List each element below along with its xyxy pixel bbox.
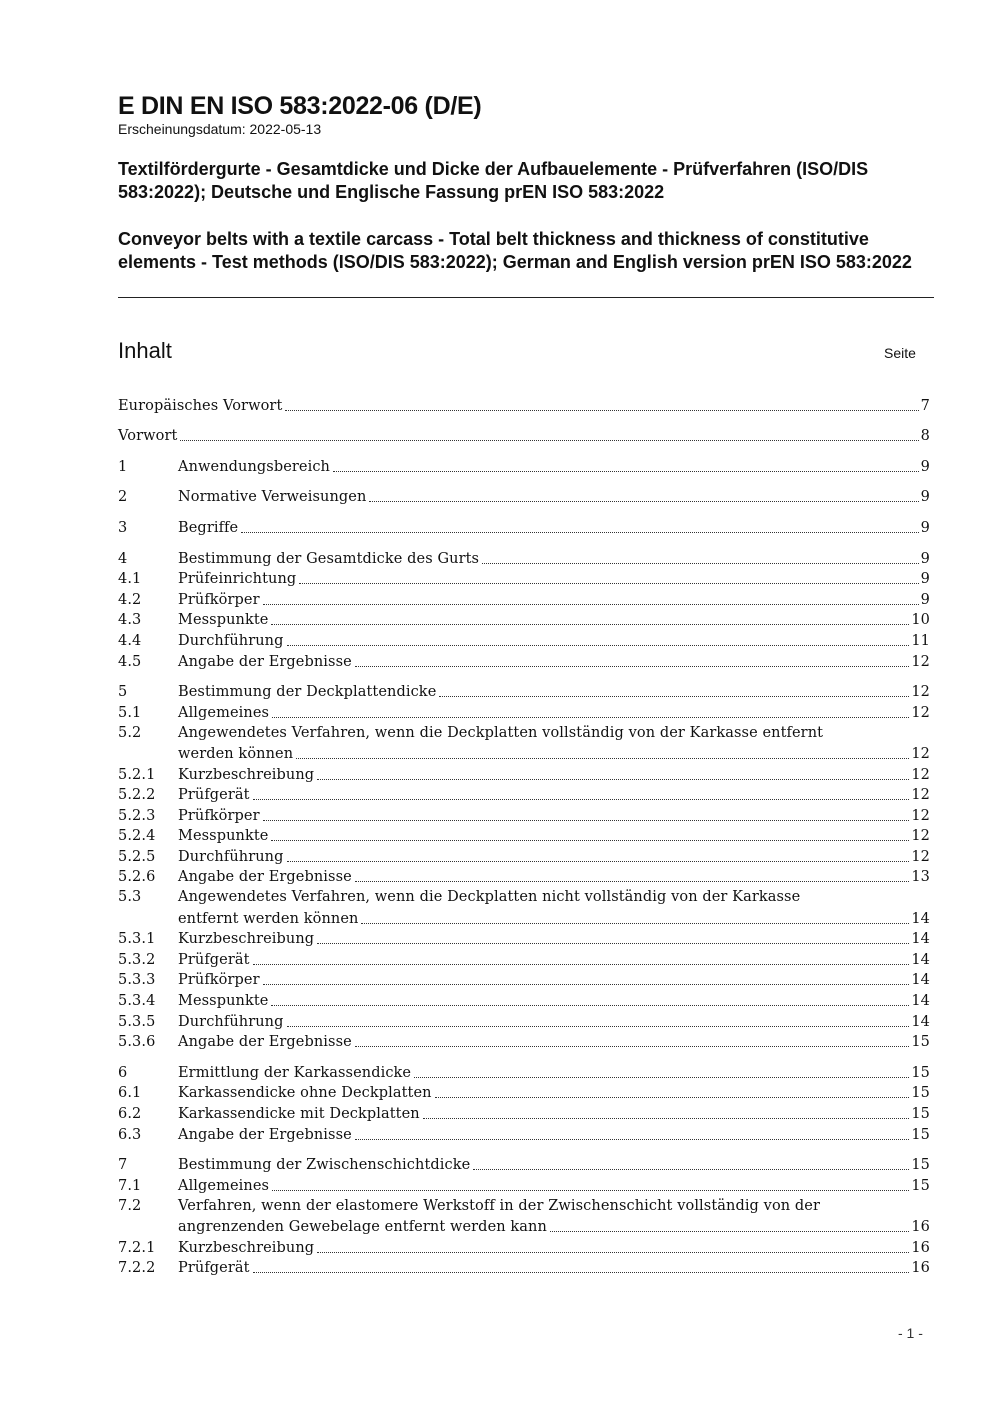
- toc-entry[interactable]: [118, 805, 930, 826]
- toc-entry-number: 5.2.1: [118, 766, 156, 783]
- toc-entry-title: Messpunkte: [178, 993, 269, 1010]
- toc-entry-title: Angabe der Ergebnisse: [178, 653, 352, 670]
- toc-entry-page: 12: [911, 848, 930, 865]
- toc-entry[interactable]: [118, 1062, 930, 1083]
- dot-leader: [355, 881, 910, 882]
- toc-entry-continuation: [178, 1216, 930, 1237]
- toc-entry-title: Prüfkörper: [178, 807, 260, 824]
- toc-entry-page: 15: [911, 1085, 930, 1102]
- toc-entry[interactable]: [118, 682, 930, 703]
- toc-entry-title: Prüfkörper: [178, 972, 260, 989]
- toc-entry-number: 7.2.1: [118, 1239, 156, 1256]
- toc-entry-title: Angewendetes Verfahren, wenn die Deckplatten vollständig von der Karkasse entfernt: [178, 724, 824, 741]
- toc-entry-body: [178, 1012, 930, 1032]
- toc-entry-page: 14: [911, 910, 930, 927]
- dot-leader: [271, 1005, 909, 1006]
- dot-leader: [285, 410, 918, 411]
- toc-entry-body: [178, 785, 930, 805]
- toc-heading: Inhalt: [118, 338, 172, 363]
- toc-entry-page: 11: [911, 632, 930, 649]
- dot-leader: [317, 943, 909, 944]
- toc-entry-number: 3: [118, 519, 128, 536]
- toc-entry-title: Bestimmung der Zwischenschichtdicke: [178, 1157, 471, 1174]
- toc-entry[interactable]: [118, 1175, 930, 1196]
- toc-entry-page: 15: [911, 1064, 930, 1081]
- toc-entry[interactable]: [118, 990, 930, 1011]
- table-of-contents: [118, 395, 930, 1278]
- dot-leader: [317, 1252, 909, 1253]
- toc-entry-number: 5.3.2: [118, 951, 156, 968]
- toc-entry-body: [178, 929, 930, 949]
- toc-entry-page: 10: [911, 612, 930, 629]
- toc-entry-page: 9: [920, 571, 930, 588]
- toc-entry[interactable]: [118, 1083, 930, 1104]
- toc-entry-body: [178, 1032, 930, 1052]
- toc-entry[interactable]: [118, 887, 930, 928]
- toc-entry-page: 9: [920, 458, 930, 475]
- toc-entry-body: [178, 887, 930, 928]
- toc-entry-page: 9: [920, 591, 930, 608]
- toc-entry-number: 5.1: [118, 704, 142, 721]
- dot-leader: [296, 758, 909, 759]
- toc-entry-title: Angewendetes Verfahren, wenn die Deckplatten nicht vollständig von der Karkasse: [178, 889, 801, 906]
- toc-entry-body: [178, 518, 930, 538]
- toc-entry[interactable]: [118, 426, 930, 447]
- toc-entry[interactable]: [118, 1237, 930, 1258]
- toc-entry-page: 14: [911, 993, 930, 1010]
- toc-entry[interactable]: [118, 949, 930, 970]
- toc-entry-continuation: [178, 743, 930, 764]
- toc-entry-number: 5.3.1: [118, 931, 156, 948]
- toc-entry[interactable]: [118, 929, 930, 950]
- toc-entry[interactable]: [118, 764, 930, 785]
- toc-entry-body: [178, 1104, 930, 1124]
- toc-entry-body: [118, 396, 930, 416]
- toc-entry[interactable]: [118, 630, 930, 651]
- toc-entry-page: 12: [911, 787, 930, 804]
- toc-entry-body: [178, 1155, 930, 1175]
- dot-leader: [287, 645, 910, 646]
- document-id: E DIN EN ISO 583:2022-06 (D/E): [118, 92, 482, 120]
- toc-entry-number: 4.3: [118, 612, 142, 629]
- toc-entry[interactable]: [118, 1032, 930, 1053]
- toc-entry-body: [178, 970, 930, 990]
- toc-entry-title: Angabe der Ergebnisse: [178, 869, 352, 886]
- toc-entry-title: Normative Verweisungen: [178, 489, 367, 506]
- toc-entry-number: 5.2: [118, 724, 142, 741]
- toc-entry[interactable]: [118, 569, 930, 590]
- toc-entry[interactable]: [118, 395, 930, 416]
- toc-entry-number: 5.3.5: [118, 1013, 156, 1030]
- toc-entry-number: 5.2.3: [118, 807, 156, 824]
- toc-entry-title-continued: entfernt werden können: [178, 910, 359, 927]
- toc-entry-title: Verfahren, wenn der elastomere Werkstoff in der Zwischenschicht vollständig von der: [178, 1197, 821, 1214]
- toc-entry-number: 6.1: [118, 1085, 142, 1102]
- toc-entry-body: [178, 991, 930, 1011]
- dot-leader: [263, 820, 910, 821]
- toc-entry-body: [178, 703, 930, 723]
- toc-entry-number: 2: [118, 489, 128, 506]
- toc-entry-page: 12: [911, 807, 930, 824]
- toc-entry-number: 4.5: [118, 653, 142, 670]
- toc-entry[interactable]: [118, 846, 930, 867]
- toc-entry-page: 15: [911, 1126, 930, 1143]
- toc-entry-body: [178, 631, 930, 651]
- title-german: Textilfördergurte - Gesamtdicke und Dicke der Aufbauelemente - Prüfverfahren (ISO/DIS 583:2022); Deutsche und Englische Fassung prEN ISO 583:2022: [118, 159, 869, 202]
- toc-entry-page: 12: [911, 653, 930, 670]
- toc-entry-body: [178, 765, 930, 785]
- toc-entry-body: [118, 426, 930, 446]
- toc-entry[interactable]: [118, 589, 930, 610]
- toc-entry-body: [178, 1063, 930, 1083]
- toc-entry-title: Angabe der Ergebnisse: [178, 1034, 352, 1051]
- dot-leader: [272, 717, 909, 718]
- dot-leader: [355, 666, 910, 667]
- toc-entry[interactable]: [118, 785, 930, 806]
- toc-entry-page: 14: [911, 1013, 930, 1030]
- dot-leader: [473, 1169, 909, 1170]
- toc-entry-title: Prüfkörper: [178, 591, 260, 608]
- toc-entry-body: [178, 826, 930, 846]
- dot-leader: [253, 964, 910, 965]
- dot-leader: [271, 624, 909, 625]
- toc-entry-number: 7: [118, 1157, 128, 1174]
- toc-entry-number: 4.1: [118, 571, 142, 588]
- toc-entry[interactable]: [118, 610, 930, 631]
- toc-entry[interactable]: [118, 1011, 930, 1032]
- dot-leader: [253, 799, 910, 800]
- toc-entry-page: 13: [911, 869, 930, 886]
- title-english: Conveyor belts with a textile carcass - Total belt thickness and thickness of constitutive elements - Test methods (ISO/DIS 583:2022); German and English version prEN ISO 583:2022: [118, 229, 912, 272]
- toc-entry[interactable]: [118, 826, 930, 847]
- toc-entry-title: Prüfeinrichtung: [178, 571, 297, 588]
- toc-entry-body: [178, 723, 930, 764]
- toc-entry-page: 16: [911, 1218, 930, 1235]
- dot-leader: [550, 1231, 909, 1232]
- dot-leader: [287, 861, 910, 862]
- toc-entry[interactable]: [118, 548, 930, 569]
- toc-entry-number: 4.2: [118, 591, 142, 608]
- toc-entry-title: Durchführung: [178, 632, 284, 649]
- toc-entry-body: [178, 1083, 930, 1103]
- dot-leader: [299, 583, 918, 584]
- toc-entry-title: Prüfgerät: [178, 787, 250, 804]
- toc-entry-body: [178, 590, 930, 610]
- toc-entry-number: 5.2.6: [118, 869, 156, 886]
- toc-entry-number: 5.2.5: [118, 848, 156, 865]
- toc-entry-number: 5.3.4: [118, 993, 156, 1010]
- title-divider: [118, 297, 934, 298]
- dot-leader: [333, 471, 919, 472]
- toc-entry-title-continued: werden können: [178, 745, 294, 762]
- toc-entry-page: 15: [911, 1106, 930, 1122]
- toc-entry-page: 12: [911, 704, 930, 721]
- toc-entry-page: 12: [911, 684, 930, 701]
- publication-date: Erscheinungsdatum: 2022-05-13: [118, 121, 322, 137]
- toc-entry-title: Prüfgerät: [178, 951, 250, 968]
- dot-leader: [253, 1272, 910, 1273]
- toc-entry[interactable]: [118, 1196, 930, 1237]
- dot-leader: [355, 1046, 910, 1047]
- toc-entry-page: 15: [911, 1034, 930, 1051]
- toc-entry-page: 12: [911, 828, 930, 845]
- toc-entry-page: 16: [911, 1239, 930, 1256]
- toc-entry-body: [178, 682, 930, 702]
- toc-entry[interactable]: [118, 487, 930, 508]
- toc-entry-page: 16: [911, 1260, 930, 1277]
- toc-entry-title: Kurzbeschreibung: [178, 766, 315, 783]
- dot-leader: [263, 984, 910, 985]
- toc-entry[interactable]: [118, 1258, 930, 1279]
- toc-entry-title: Europäisches Vorwort: [118, 397, 283, 414]
- dot-leader: [272, 1190, 909, 1191]
- toc-entry[interactable]: [118, 456, 930, 477]
- toc-entry-title: Bestimmung der Gesamtdicke des Gurts: [178, 550, 480, 567]
- toc-entry-number: 5.3.6: [118, 1034, 156, 1051]
- toc-entry-title: Angabe der Ergebnisse: [178, 1126, 352, 1143]
- toc-entry-continuation: [178, 908, 930, 929]
- toc-entry-body: [178, 569, 930, 589]
- toc-entry-title: Durchführung: [178, 1013, 284, 1030]
- dot-leader: [435, 1097, 910, 1098]
- toc-entry-title: Kurzbeschreibung: [178, 1239, 315, 1256]
- toc-entry-number: 5.3: [118, 889, 142, 906]
- toc-entry-title: Prüfgerät: [178, 1260, 250, 1277]
- toc-entry-title: Ermittlung der Karkassendicke: [178, 1064, 412, 1081]
- toc-entry-body: [178, 1176, 930, 1196]
- toc-entry[interactable]: [118, 867, 930, 888]
- dot-leader: [482, 563, 919, 564]
- toc-entry-body: [178, 1125, 930, 1145]
- toc-entry[interactable]: [118, 1103, 930, 1124]
- toc-entry-title: Bestimmung der Deckplattendicke: [178, 684, 437, 701]
- toc-entry-title: Kurzbeschreibung: [178, 931, 315, 948]
- toc-entry-number: 6: [118, 1064, 128, 1081]
- toc-entry-body: [178, 549, 930, 569]
- toc-entry[interactable]: [118, 723, 930, 764]
- dot-leader: [271, 840, 909, 841]
- toc-entry-page: 9: [920, 519, 930, 536]
- toc-entry-number: 7.2.2: [118, 1260, 156, 1277]
- toc-entry-title: Begriffe: [178, 519, 239, 536]
- toc-entry-title: Vorwort: [118, 428, 178, 445]
- toc-entry-page: 14: [911, 951, 930, 968]
- toc-entry-number: 4: [118, 550, 128, 567]
- toc-entry-body: [178, 652, 930, 672]
- toc-entry-body: [178, 806, 930, 826]
- toc-entry-number: 7.2: [118, 1197, 142, 1214]
- toc-entry-number: 1: [118, 458, 128, 475]
- toc-entry-body: [178, 610, 930, 630]
- toc-entry-title: Karkassendicke ohne Deckplatten: [178, 1085, 432, 1102]
- toc-entry-page: 15: [911, 1157, 930, 1174]
- toc-entry-page: 12: [911, 745, 930, 762]
- dot-leader: [287, 1026, 910, 1027]
- toc-entry-body: [178, 1258, 930, 1278]
- toc-entry-body: [178, 487, 930, 507]
- toc-entry[interactable]: [118, 702, 930, 723]
- toc-entry-title: Karkassendicke mit Deckplatten: [178, 1106, 420, 1122]
- toc-entry-number: 5: [118, 684, 128, 701]
- toc-entry[interactable]: [118, 970, 930, 991]
- toc-entry-title: Allgemeines: [178, 1177, 270, 1194]
- toc-entry-page: 7: [920, 397, 930, 414]
- toc-entry-page: 9: [920, 550, 930, 567]
- toc-entry[interactable]: [118, 1155, 930, 1176]
- toc-entry-body: [178, 1238, 930, 1258]
- dot-leader: [361, 923, 909, 924]
- toc-entry-title: Messpunkte: [178, 828, 269, 845]
- dot-leader: [414, 1077, 909, 1078]
- toc-entry-body: [178, 847, 930, 867]
- toc-entry-number: 6.2: [118, 1106, 142, 1122]
- toc-entry-title: Allgemeines: [178, 704, 270, 721]
- toc-entry-number: 7.1: [118, 1177, 142, 1194]
- toc-entry-page: 9: [920, 489, 930, 506]
- toc-entry[interactable]: [118, 517, 930, 538]
- toc-entry-title: Messpunkte: [178, 612, 269, 629]
- toc-entry-body: [178, 457, 930, 477]
- toc-entry-body: [178, 867, 930, 887]
- toc-entry-number: 4.4: [118, 632, 142, 649]
- toc-entry-number: 5.2.4: [118, 828, 156, 845]
- toc-entry-page: 14: [911, 931, 930, 948]
- dot-leader: [317, 779, 909, 780]
- dot-leader: [263, 604, 919, 605]
- toc-entry[interactable]: [118, 651, 930, 672]
- toc-entry-title: Anwendungsbereich: [178, 458, 330, 475]
- toc-entry-body: [178, 1196, 930, 1237]
- page-column-label: Seite: [884, 345, 916, 361]
- page-number: - 1 -: [898, 1325, 923, 1341]
- dot-leader: [180, 440, 918, 441]
- dot-leader: [369, 501, 918, 502]
- dot-leader: [241, 532, 918, 533]
- dot-leader: [439, 696, 909, 697]
- toc-entry[interactable]: [118, 1124, 930, 1145]
- toc-entry-page: 14: [911, 972, 930, 989]
- toc-entry-title: Durchführung: [178, 848, 284, 865]
- toc-entry-page: 8: [920, 428, 930, 445]
- toc-entry-page: 15: [911, 1177, 930, 1194]
- toc-entry-number: 6.3: [118, 1126, 142, 1143]
- toc-entry-number: 5.3.3: [118, 972, 156, 989]
- dot-leader: [423, 1118, 910, 1119]
- toc-entry-number: 5.2.2: [118, 787, 156, 804]
- toc-entry-title-continued: angrenzenden Gewebelage entfernt werden kann: [178, 1218, 547, 1235]
- dot-leader: [355, 1139, 910, 1140]
- toc-entry-page: 12: [911, 766, 930, 783]
- toc-entry-body: [178, 950, 930, 970]
